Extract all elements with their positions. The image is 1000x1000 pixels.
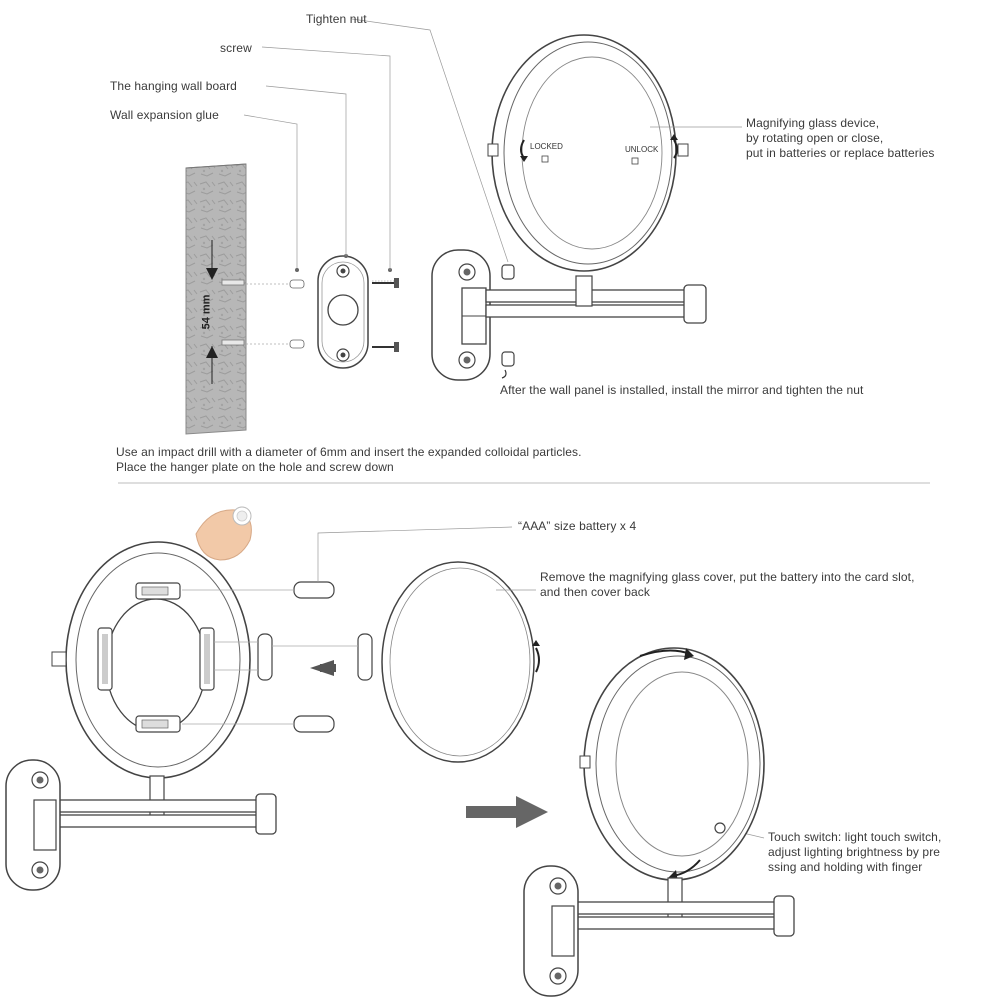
mirror-back-open: [6, 542, 276, 890]
label-drill-instruction: Use an impact drill with a diameter of 6mm and insert the expanded colloidal particles. Place the hanger plate on the hole and screw down: [116, 445, 582, 474]
mark-unlock: UNLOCK: [625, 145, 659, 154]
label-screw: screw: [220, 41, 252, 55]
screws: [372, 268, 399, 352]
finger-illustration: [196, 507, 251, 560]
label-tighten-nut: Tighten nut: [306, 12, 367, 26]
top-mirror-assembly: [432, 35, 706, 380]
wall-section: [186, 164, 246, 434]
label-wall-expansion-glue: Wall expansion glue: [110, 108, 219, 122]
hanging-wall-board: [318, 254, 368, 368]
expansion-plugs: [246, 268, 304, 348]
label-battery: “AAA” size battery x 4: [518, 519, 637, 533]
mark-locked: LOCKED: [530, 142, 563, 151]
label-after-install: After the wall panel is installed, install the mirror and tighten the nut: [500, 383, 864, 397]
label-hanging-wall-board: The hanging wall board: [110, 79, 237, 93]
dimension-54mm: 54 mm: [200, 294, 213, 330]
magnifying-glass-cover: [382, 562, 540, 762]
assembled-mirror: [524, 648, 794, 996]
direction-arrow: [466, 796, 548, 828]
label-remove-cover: Remove the magnifying glass cover, put the battery into the card slot, and then cover back: [540, 570, 915, 599]
label-magnifying-device: Magnifying glass device, by rotating open or close, put in batteries or replace batteries: [746, 116, 935, 160]
label-touch-switch: Touch switch: light touch switch, adjust lighting brightness by pre ssing and holding with finger: [768, 830, 942, 874]
